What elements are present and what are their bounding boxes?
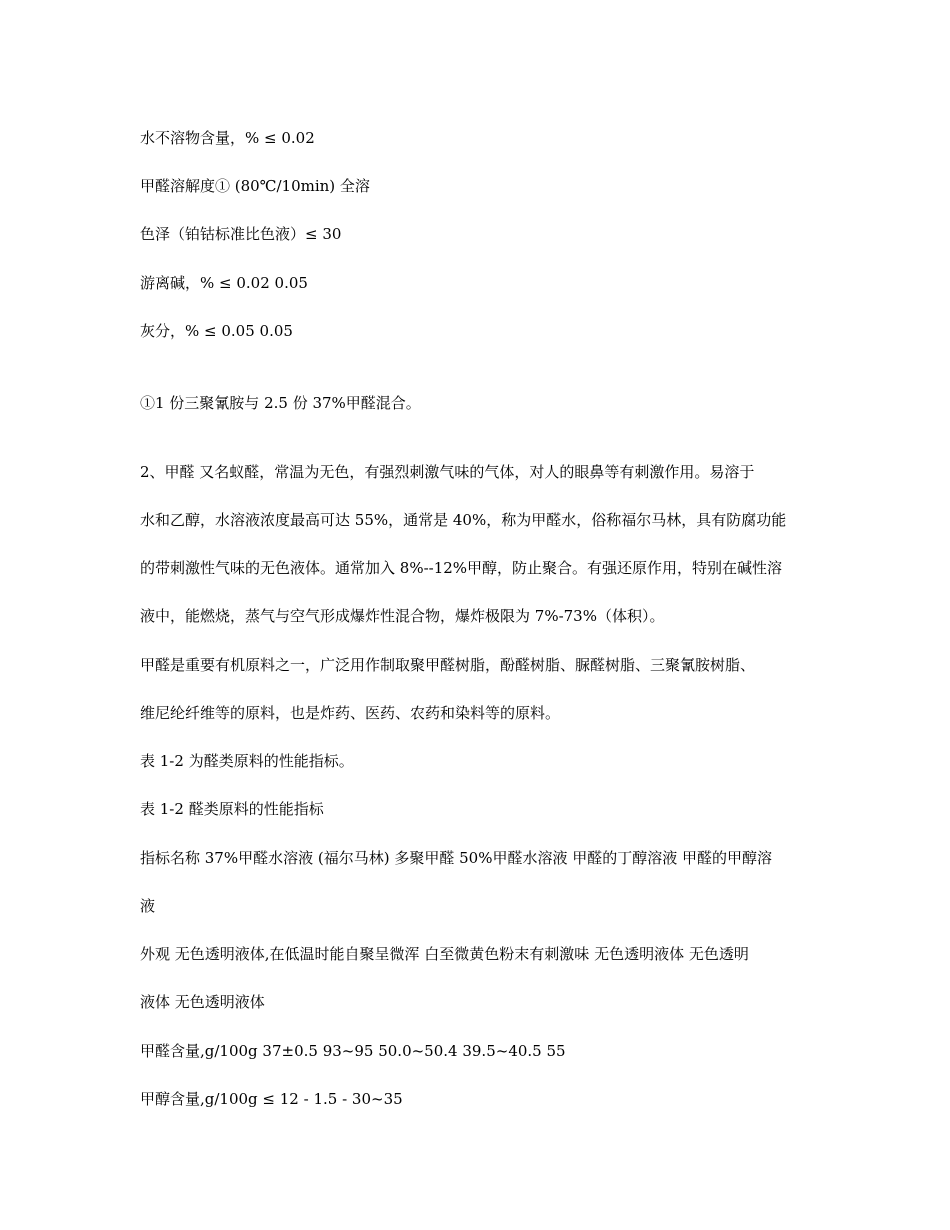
spec-line-insoluble: 水不溶物含量，% ≤ 0.02 bbox=[140, 129, 315, 147]
table-row-header-wrap: 液 bbox=[140, 897, 156, 915]
uses-paragraph-line: 维尼纶纤维等的原料，也是炸药、医药、农药和染料等的原料。 bbox=[140, 704, 561, 722]
formaldehyde-paragraph-line: 水和乙醇，水溶液浓度最高可达 55%，通常是 40%，称为甲醛水，俗称福尔马林，具有防腐功能 bbox=[140, 511, 787, 529]
table-row-appearance-wrap: 液体 无色透明液体 bbox=[140, 993, 265, 1011]
table-row-methanol-content: 甲醇含量,g/100g ≤ 12 - 1.5 - 30~35 bbox=[140, 1090, 403, 1108]
formaldehyde-paragraph-line: 液中，能燃烧，蒸气与空气形成爆炸性混合物，爆炸极限为 7%-73%（体积）。 bbox=[140, 607, 665, 625]
table-caption: 表 1-2 醛类原料的性能指标 bbox=[140, 800, 324, 818]
spec-line-free-alkali: 游离碱，% ≤ 0.02 0.05 bbox=[140, 274, 308, 292]
table-row-appearance: 外观 无色透明液体,在低温时能自聚呈微浑 白至微黄色粉末有刺激味 无色透明液体 无色透明 bbox=[140, 945, 749, 963]
formaldehyde-paragraph-line: 2、甲醛 又名蚁醛，常温为无色，有强烈刺激气味的气体，对人的眼鼻等有刺激作用。易溶于 bbox=[140, 463, 755, 481]
table-intro: 表 1-2 为醛类原料的性能指标。 bbox=[140, 752, 354, 770]
spec-line-color: 色泽（铂钴标准比色液）≤ 30 bbox=[140, 225, 342, 243]
table-row-formaldehyde-content: 甲醛含量,g/100g 37±0.5 93~95 50.0~50.4 39.5~40.5 55 bbox=[140, 1042, 566, 1060]
table-row-header: 指标名称 37%甲醛水溶液 (福尔马林) 多聚甲醛 50%甲醛水溶液 甲醛的丁醇溶液 甲醛的甲醇溶 bbox=[140, 849, 772, 867]
spec-line-solubility: 甲醛溶解度① (80℃/10min) 全溶 bbox=[140, 177, 370, 195]
spec-line-ash: 灰分，% ≤ 0.05 0.05 bbox=[140, 322, 293, 340]
formaldehyde-paragraph-line: 的带刺激性气味的无色液体。通常加入 8%--12%甲醇，防止聚合。有强还原作用，特别在碱性溶 bbox=[140, 559, 783, 577]
uses-paragraph-line: 甲醛是重要有机原料之一，广泛用作制取聚甲醛树脂，酚醛树脂、脲醛树脂、三聚氰胺树脂、 bbox=[140, 656, 756, 674]
footnote: ①1 份三聚氰胺与 2.5 份 37%甲醛混合。 bbox=[140, 394, 421, 412]
